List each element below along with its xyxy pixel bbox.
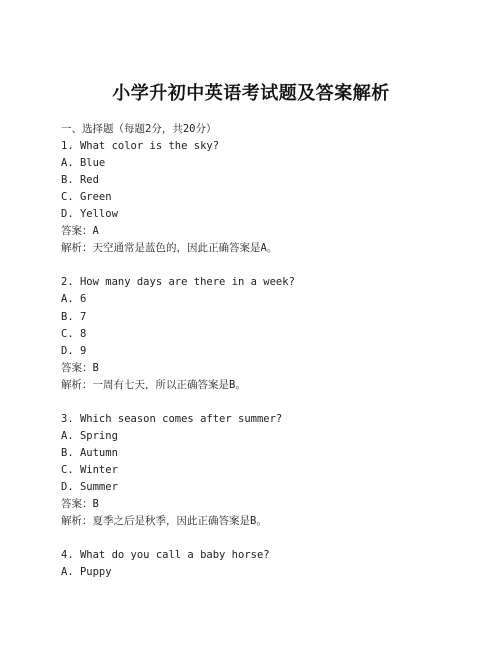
option-a: A. 6 (61, 293, 87, 306)
answer-line: 答案：B (61, 498, 99, 511)
option-b: B. 7 (61, 310, 87, 323)
question-block-1 (61, 138, 461, 257)
explanation-line: 解析：夏季之后是秋季，因此正确答案是B。 (61, 515, 267, 528)
option-c: C. Green (61, 191, 112, 204)
document-content (61, 121, 461, 581)
explanation-line: 解析：天空通常是蓝色的，因此正确答案是A。 (61, 242, 278, 255)
option-d: D. 9 (61, 344, 87, 357)
question-text: 3. Which season comes after summer? (61, 412, 283, 425)
answer-line: 答案：A (61, 225, 99, 238)
option-a: A. Puppy (61, 566, 112, 579)
question-text: 2. How many days are there in a week? (61, 276, 295, 289)
option-b: B. Autumn (61, 446, 118, 459)
question-block-2 (61, 274, 461, 393)
question-block-3 (61, 411, 461, 530)
option-a: A. Blue (61, 157, 106, 170)
option-c: C. 8 (61, 327, 87, 340)
option-d: D. Yellow (61, 208, 118, 221)
explanation-line: 解析：一周有七天，所以正确答案是B。 (61, 378, 246, 391)
blank-line (61, 394, 461, 411)
document-title: 小学升初中英语考试题及答案解析 (112, 83, 390, 104)
section-heading: 一、选择题（每题2分，共20分） (61, 123, 217, 135)
option-d: D. Summer (61, 480, 118, 493)
question-text: 1. What color is the sky? (61, 140, 220, 153)
question-block-4 (61, 547, 461, 581)
option-b: B. Red (61, 174, 99, 187)
blank-line (61, 257, 461, 274)
question-text: 4. What do you call a baby horse? (61, 549, 270, 562)
option-a: A. Spring (61, 429, 118, 442)
blank-line (61, 530, 461, 547)
answer-line: 答案：B (61, 361, 99, 374)
option-c: C. Winter (61, 463, 118, 476)
